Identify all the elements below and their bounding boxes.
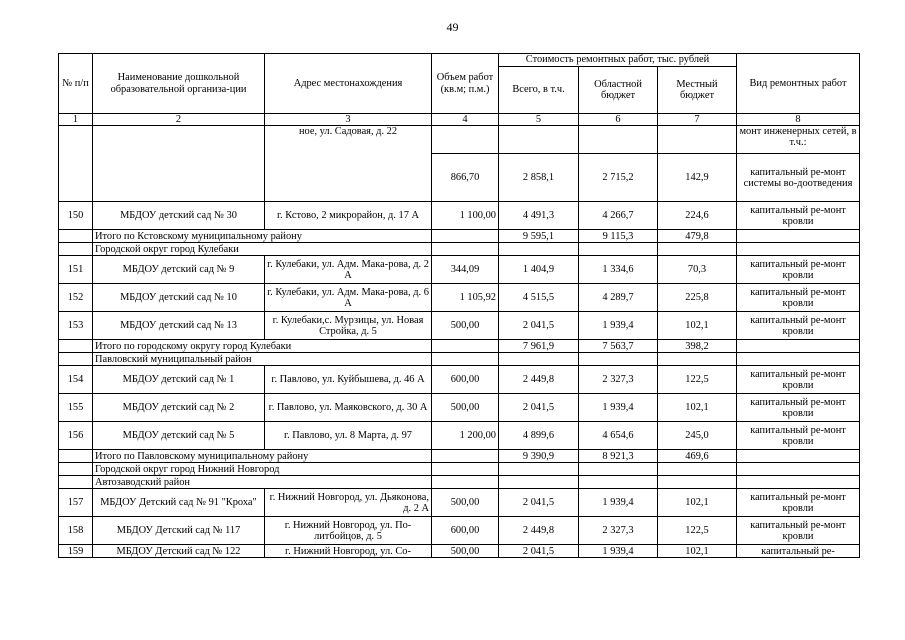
col-number: 4 (432, 114, 499, 126)
subtotal-label: Итого по Павловскому муниципальному району (93, 450, 432, 463)
cell-volume: 500,00 (432, 312, 499, 340)
cell-address: г. Павлово, ул. Куйбышева, д. 46 А (265, 366, 432, 394)
subtotal-regional: 8 921,3 (579, 450, 658, 463)
cell-total: 4 899,6 (499, 422, 579, 450)
cell-volume: 500,00 (432, 545, 499, 558)
cell-total: 4 491,3 (499, 202, 579, 230)
cell-local: 245,0 (658, 422, 737, 450)
cell-regional: 2 327,3 (579, 517, 658, 545)
page-number: 49 (446, 20, 459, 34)
cell-regional: 2 327,3 (579, 366, 658, 394)
cell-address: г. Кулебаки, ул. Адм. Мака-рова, д. 6 А (265, 284, 432, 312)
subtotal-label: Итого по Кстовскому муниципальному району (93, 230, 432, 243)
cell-total: 2 041,5 (499, 312, 579, 340)
table-row (59, 366, 860, 394)
cell-num: 158 (59, 517, 93, 545)
cell-name: МБДОУ Детский сад № 122 (93, 545, 265, 558)
cell-total: 2 041,5 (499, 394, 579, 422)
cell-regional: 1 939,4 (579, 394, 658, 422)
cell-regional: 4 654,6 (579, 422, 658, 450)
cell-volume: 344,09 (432, 256, 499, 284)
column-numbers-row (59, 114, 860, 126)
cell-volume: 1 100,00 (432, 202, 499, 230)
cell-type: монт инженерных сетей, в т.ч.: (737, 126, 860, 154)
cell-regional: 4 289,7 (579, 284, 658, 312)
cell-type: капитальный ре-монт кровли (737, 312, 860, 340)
table-row (59, 126, 860, 154)
cell-address: г. Нижний Новгород, ул. По-литбойцов, д. 5 (265, 517, 432, 545)
cell-address: г. Павлово, ул. Маяковского, д. 30 А (265, 394, 432, 422)
col-number: 8 (737, 114, 860, 126)
cell-volume: 500,00 (432, 394, 499, 422)
cell-total: 2 449,8 (499, 366, 579, 394)
cell-local: 224,6 (658, 202, 737, 230)
table-row (59, 489, 860, 517)
header-local: Местный бюджет (658, 67, 737, 114)
subtotal-total: 9 390,9 (499, 450, 579, 463)
subtotal-row (59, 230, 860, 243)
cell-local: 102,1 (658, 489, 737, 517)
cell-local: 122,5 (658, 517, 737, 545)
cell-local: 142,9 (658, 154, 737, 202)
table-row (59, 256, 860, 284)
repair-works-table (58, 53, 860, 558)
cell-total: 4 515,5 (499, 284, 579, 312)
cell-name: МБДОУ детский сад № 2 (93, 394, 265, 422)
table-row (59, 202, 860, 230)
cell-volume: 600,00 (432, 517, 499, 545)
cell-num: 157 (59, 489, 93, 517)
subtotal-total: 7 961,9 (499, 340, 579, 353)
table-row (59, 312, 860, 340)
subtotal-row (59, 450, 860, 463)
header-name: Наименование дошкольной образовательной организа-ции (93, 54, 265, 114)
cell-address: ное, ул. Садовая, д. 22 (265, 126, 432, 202)
cell-type: капитальный ре-монт кровли (737, 394, 860, 422)
cell-local: 70,3 (658, 256, 737, 284)
header-cost-group: Стоимость ремонтных работ, тыс. рублей (499, 54, 737, 67)
header-address: Адрес местонахождения (265, 54, 432, 114)
region-row (59, 353, 860, 366)
cell-name: МБДОУ Детский сад № 91 "Кроха" (93, 489, 265, 517)
cell-volume: 1 200,00 (432, 422, 499, 450)
cell-type: капитальный ре-монт кровли (737, 489, 860, 517)
cell-regional: 1 939,4 (579, 545, 658, 558)
cell-total: 2 041,5 (499, 545, 579, 558)
cell-regional: 1 939,4 (579, 312, 658, 340)
cell-name: МБДОУ детский сад № 9 (93, 256, 265, 284)
cell-type: капитальный ре-монт кровли (737, 366, 860, 394)
cell-type: капитальный ре-монт кровли (737, 202, 860, 230)
table-row (59, 422, 860, 450)
region-row (59, 463, 860, 476)
cell-num: 151 (59, 256, 93, 284)
region-label: Городской округ город Кулебаки (93, 243, 432, 256)
cell-total: 1 404,9 (499, 256, 579, 284)
subtotal-local: 469,6 (658, 450, 737, 463)
cell-num: 154 (59, 366, 93, 394)
cell-address: г. Нижний Новгород, ул. Дьяконова, д. 2 А (265, 489, 432, 517)
table-row (59, 394, 860, 422)
header-num: № п/п (59, 54, 93, 114)
subtotal-row (59, 340, 860, 353)
region-row (59, 243, 860, 256)
region-label: Автозаводский район (93, 476, 432, 489)
subtotal-total: 9 595,1 (499, 230, 579, 243)
cell-type: капитальный ре-монт кровли (737, 284, 860, 312)
cell-type: капитальный ре- (737, 545, 860, 558)
cell-name: МБДОУ детский сад № 13 (93, 312, 265, 340)
cell-address: г. Кулебаки,с. Мурзицы, ул. Новая Стройка, д. 5 (265, 312, 432, 340)
cell-address: г. Павлово, ул. 8 Марта, д. 97 (265, 422, 432, 450)
cell-type: капитальный ре-монт системы во-доотведения (737, 154, 860, 202)
col-number: 7 (658, 114, 737, 126)
col-number: 3 (265, 114, 432, 126)
cell-volume: 866,70 (432, 154, 499, 202)
cell-total: 2 041,5 (499, 489, 579, 517)
cell-regional: 4 266,7 (579, 202, 658, 230)
cell-address: г. Кулебаки, ул. Адм. Мака-рова, д. 2 А (265, 256, 432, 284)
col-number: 5 (499, 114, 579, 126)
table-row (59, 517, 860, 545)
cell-address: г. Кстово, 2 микрорайон, д. 17 А (265, 202, 432, 230)
cell-type: капитальный ре-монт кровли (737, 256, 860, 284)
col-number: 2 (93, 114, 265, 126)
cell-num: 150 (59, 202, 93, 230)
cell-local: 225,8 (658, 284, 737, 312)
subtotal-regional: 9 115,3 (579, 230, 658, 243)
header-total: Всего, в т.ч. (499, 67, 579, 114)
subtotal-local: 479,8 (658, 230, 737, 243)
cell-volume: 500,00 (432, 489, 499, 517)
cell-regional: 1 334,6 (579, 256, 658, 284)
cell-volume: 600,00 (432, 366, 499, 394)
cell-name: МБДОУ детский сад № 1 (93, 366, 265, 394)
cell-name: МБДОУ детский сад № 10 (93, 284, 265, 312)
region-row (59, 476, 860, 489)
header-volume: Объем работ (кв.м; п.м.) (432, 54, 499, 114)
region-label: Городской округ город Нижний Новгород (93, 463, 432, 476)
cell-total: 2 858,1 (499, 154, 579, 202)
cell-local: 102,1 (658, 545, 737, 558)
header-type: Вид ремонтных работ (737, 54, 860, 114)
table-row (59, 545, 860, 558)
cell-local: 102,1 (658, 394, 737, 422)
cell-local: 102,1 (658, 312, 737, 340)
cell-num: 159 (59, 545, 93, 558)
cell-total: 2 449,8 (499, 517, 579, 545)
cell-volume: 1 105,92 (432, 284, 499, 312)
cell-regional: 2 715,2 (579, 154, 658, 202)
cell-name: МБДОУ детский сад № 30 (93, 202, 265, 230)
header-regional: Областной бюджет (579, 67, 658, 114)
cell-type: капитальный ре-монт кровли (737, 517, 860, 545)
col-number: 1 (59, 114, 93, 126)
col-number: 6 (579, 114, 658, 126)
subtotal-local: 398,2 (658, 340, 737, 353)
table-row (59, 284, 860, 312)
cell-num: 153 (59, 312, 93, 340)
cell-local: 122,5 (658, 366, 737, 394)
cell-regional: 1 939,4 (579, 489, 658, 517)
cell-num: 155 (59, 394, 93, 422)
subtotal-regional: 7 563,7 (579, 340, 658, 353)
cell-num: 156 (59, 422, 93, 450)
cell-address: г. Нижний Новгород, ул. Со- (265, 545, 432, 558)
cell-name: МБДОУ Детский сад № 117 (93, 517, 265, 545)
cell-num: 152 (59, 284, 93, 312)
region-label: Павловский муниципальный район (93, 353, 432, 366)
cell-name: МБДОУ детский сад № 5 (93, 422, 265, 450)
subtotal-label: Итого по городскому округу город Кулебаки (93, 340, 432, 353)
cell-type: капитальный ре-монт кровли (737, 422, 860, 450)
